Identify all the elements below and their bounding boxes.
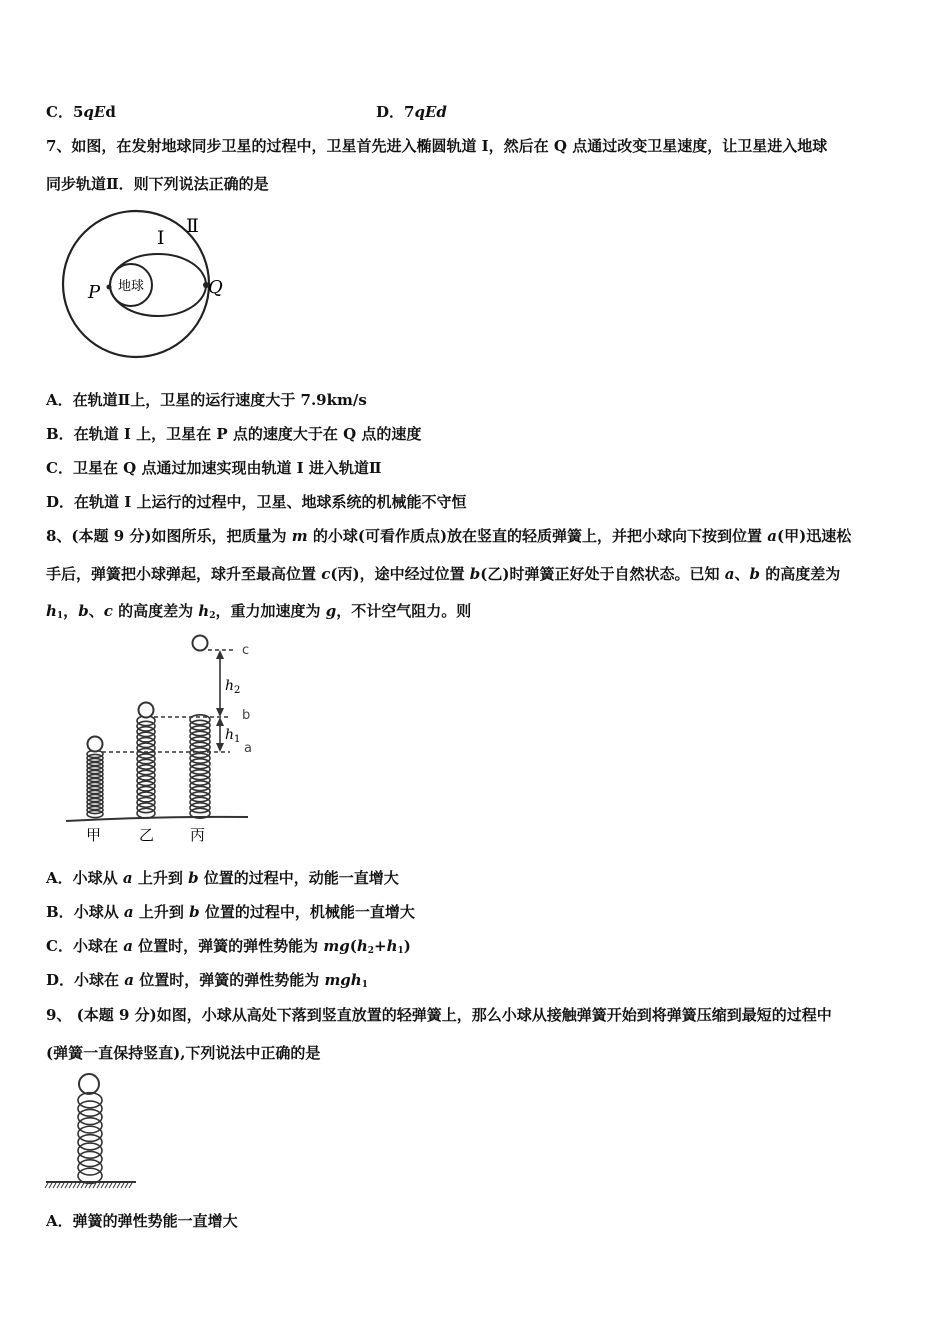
ball-bing	[193, 636, 208, 651]
hatch-mark	[101, 1183, 104, 1188]
spring-coil	[78, 1135, 102, 1150]
spring-coil	[78, 1109, 102, 1124]
label-yi: 乙	[139, 826, 155, 844]
spring-coil	[78, 1126, 102, 1141]
q7-option-c: C．卫星在 Q 点通过加速实现由轨道 I 进入轨道Ⅱ	[46, 459, 382, 477]
spring-coil	[78, 1143, 102, 1158]
vertical-spring	[78, 1093, 102, 1184]
q9-stem-line2: (弹簧一直保持竖直),下列说法中正确的是	[46, 1044, 321, 1062]
label-c: c	[242, 643, 250, 658]
spring-yi	[137, 716, 155, 818]
hatch-mark	[97, 1183, 100, 1188]
spring-drop-figure	[44, 1070, 140, 1190]
point-p-label: P	[88, 282, 101, 303]
label-bing: 丙	[190, 826, 206, 844]
orbit-figure	[48, 208, 238, 360]
spring-jia	[87, 750, 103, 817]
hatch-mark	[69, 1183, 72, 1188]
q7-option-a: A．在轨道Ⅱ上，卫星的运行速度大于 7.9km/s	[46, 391, 367, 409]
hatch-mark	[109, 1183, 112, 1188]
hatch-mark	[53, 1183, 56, 1188]
option-d-prev: D．7qEd	[376, 103, 447, 121]
label-a: a	[244, 741, 252, 756]
spring-figure	[62, 628, 258, 846]
hatch-mark	[73, 1183, 76, 1188]
hatch-mark	[121, 1183, 124, 1188]
q9-option-a: A．弹簧的弹性势能一直增大	[46, 1212, 238, 1230]
ball-jia	[88, 737, 103, 752]
hatch-mark	[129, 1183, 132, 1188]
point-p-dot	[107, 285, 112, 290]
q8-option-d: D．小球在 a 位置时，弹簧的弹性势能为 mgh$_1$	[46, 971, 368, 990]
earth-label: 地球	[117, 279, 145, 294]
q8-option-b: B．小球从 a 上升到 b 位置的过程中，机械能一直增大	[46, 903, 415, 921]
q8-option-c: C．小球在 a 位置时，弹簧的弹性势能为 $mg(h_2+h_1)$	[46, 937, 411, 956]
orbit-1-label: I	[157, 227, 165, 249]
q8-stem-line2: 手后，弹簧把小球弹起，球升至最高位置 c(丙)，途中经过位置 b(乙)时弹簧正好处于自然状态。已知 a、b 的高度差为	[46, 565, 841, 583]
spring-coil	[78, 1160, 102, 1175]
spring-bing	[190, 715, 210, 818]
h1-label: $h_1$	[225, 727, 241, 745]
orbit-2-label: Ⅱ	[186, 215, 199, 237]
hatch-mark	[81, 1183, 84, 1188]
q8-option-a: A．小球从 a 上升到 b 位置的过程中，动能一直增大	[46, 869, 399, 887]
q7-stem-line1: 7、如图，在发射地球同步卫星的过程中，卫星首先进入椭圆轨道 I，然后在 Q 点通过改变卫星速度，让卫星进入地球	[46, 137, 828, 155]
ball-yi	[139, 703, 154, 718]
hatch-mark	[117, 1183, 120, 1188]
q8-stem-line3: $h_1$，b、c 的高度差为 $h_2$，重力加速度为 g，不计空气阻力。则	[46, 602, 472, 621]
label-jia: 甲	[86, 826, 102, 844]
hatch-mark	[113, 1183, 116, 1188]
hatch-mark	[125, 1183, 128, 1188]
q7-option-d: D．在轨道 I 上运行的过程中，卫星、地球系统的机械能不守恒	[46, 493, 467, 511]
point-q-label: Q	[208, 277, 223, 298]
hatch-mark	[49, 1183, 52, 1188]
spring-coil	[78, 1101, 102, 1116]
falling-ball	[79, 1074, 99, 1094]
q9-stem-line1: 9、 (本题 9 分)如图，小球从高处下落到竖直放置的轻弹簧上，那么小球从接触弹簧开始到将弹簧压缩到最短的过程中	[46, 1006, 832, 1024]
label-b: b	[242, 708, 251, 723]
spring-coil	[78, 1118, 102, 1133]
spring-coil	[78, 1151, 102, 1166]
q7-stem-line2: 同步轨道Ⅱ．则下列说法正确的是	[46, 175, 269, 193]
hatch-mark	[77, 1183, 80, 1188]
hatch-mark	[65, 1183, 68, 1188]
hatch-mark	[57, 1183, 60, 1188]
h2-label: $h_2$	[225, 678, 241, 696]
q7-option-b: B．在轨道 I 上，卫星在 P 点的速度大于在 Q 点的速度	[46, 425, 422, 443]
hatch-mark	[105, 1183, 108, 1188]
option-c-prev: C．5qEd	[46, 103, 116, 121]
hatch-mark	[45, 1183, 48, 1188]
q8-stem-line1: 8、(本题 9 分)如图所乐，把质量为 m 的小球(可看作质点)放在竖直的轻质弹簧上，并把小球向下按到位置 a(甲)迅速松	[46, 527, 852, 545]
hatch-mark	[61, 1183, 64, 1188]
